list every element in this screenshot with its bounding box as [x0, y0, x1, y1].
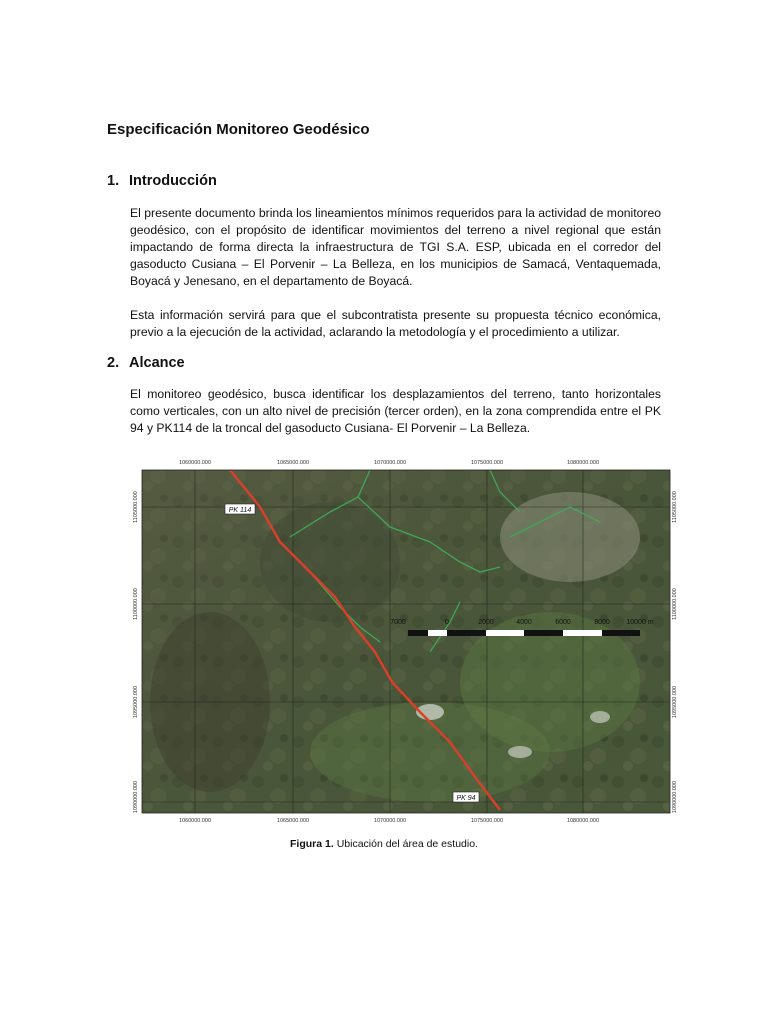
- urban-area: [500, 492, 640, 582]
- section-title: Alcance: [129, 355, 185, 371]
- caption-label: Figura 1.: [290, 838, 334, 850]
- x-coordinate-labels-bottom: [179, 818, 599, 824]
- scale-label: 0: [445, 619, 449, 626]
- coordinate-label: 1105000.000: [133, 491, 139, 523]
- section-number: 1.: [107, 173, 120, 189]
- coordinate-label: 1060000.000: [178, 818, 212, 824]
- paragraph-introduccion-1: El presente documento brinda los lineamientos mínimos requeridos para la actividad de monitoreo geodésico, con el propósito de identificar movimientos del terreno a nivel regional que están impactando de forma directa la infraestructura de TGI S.A. ESP, ubicada en el corredor del gasoducto Cusiana – El Porvenir – La Belleza, en los municipios de Samacá, Ventaquemada, Boyacá y Jenesano, en el departamento de Boyacá.: [130, 206, 661, 288]
- coordinate-label: 1060000.000: [178, 460, 212, 466]
- scale-label: 6000: [555, 619, 571, 626]
- coordinate-label: 1070000.000: [373, 460, 407, 466]
- coordinate-label: 1090000.000: [133, 780, 139, 814]
- paragraph-introduccion-2: Esta información servirá para que el subcontratista presente su propuesta técnico económica, previo a la ejecución de la actividad, aclarando la metodología y el procedimiento a utilizar.: [130, 308, 661, 339]
- study-area-map: [130, 452, 678, 827]
- coordinate-label: 1100000.000: [133, 588, 139, 620]
- map-canvas: [130, 452, 678, 827]
- scale-label: 8000: [594, 619, 610, 626]
- section-number: 2.: [107, 355, 120, 371]
- coordinate-label: 1065000.000: [276, 460, 310, 466]
- section-heading-introduccion: [107, 173, 217, 189]
- x-coordinate-labels-top: [179, 460, 599, 466]
- marker-pk-114: [225, 504, 255, 514]
- coordinate-label: 1075000.000: [470, 460, 504, 466]
- y-coordinate-labels-right: [672, 491, 678, 813]
- y-coordinate-labels-left: [133, 491, 139, 813]
- scale-label: 4000: [516, 619, 532, 626]
- coordinate-label: 1080000.000: [566, 460, 600, 466]
- coordinate-label: 1095000.000: [672, 685, 678, 719]
- coordinate-label: 1065000.000: [276, 818, 310, 824]
- coordinate-label: 1080000.000: [566, 818, 600, 824]
- scale-label: 2000: [478, 619, 494, 626]
- marker-label: PK 94: [456, 795, 476, 802]
- scale-label: 7000: [390, 619, 406, 626]
- coordinate-label: 1100000.000: [672, 588, 678, 620]
- page-title: Especificación Monitoreo Geodésico: [107, 121, 370, 138]
- section-title: Introducción: [129, 173, 217, 189]
- marker-label: PK 114: [228, 507, 252, 514]
- coordinate-label: 1070000.000: [373, 818, 407, 824]
- coordinate-label: 1075000.000: [470, 818, 504, 824]
- coordinate-label: 1095000.000: [133, 685, 139, 719]
- coordinate-label: 1090000.000: [672, 780, 678, 814]
- coordinate-label: 1105000.000: [672, 491, 678, 523]
- paragraph-alcance-1: El monitoreo geodésico, busca identificar los desplazamientos del terreno, tanto horizontales como verticales, con un alto nivel de precisión (tercer orden), en la zona comprendida entre el PK 94 y PK114 de la troncal del gasoducto Cusiana- El Porvenir – La Belleza.: [130, 387, 661, 435]
- section-heading-alcance: [107, 355, 185, 371]
- caption-text: Ubicación del área de estudio.: [333, 838, 478, 850]
- figure-caption: [0, 838, 768, 850]
- scale-label: 10000 m: [626, 619, 654, 626]
- marker-pk-94: [453, 792, 479, 802]
